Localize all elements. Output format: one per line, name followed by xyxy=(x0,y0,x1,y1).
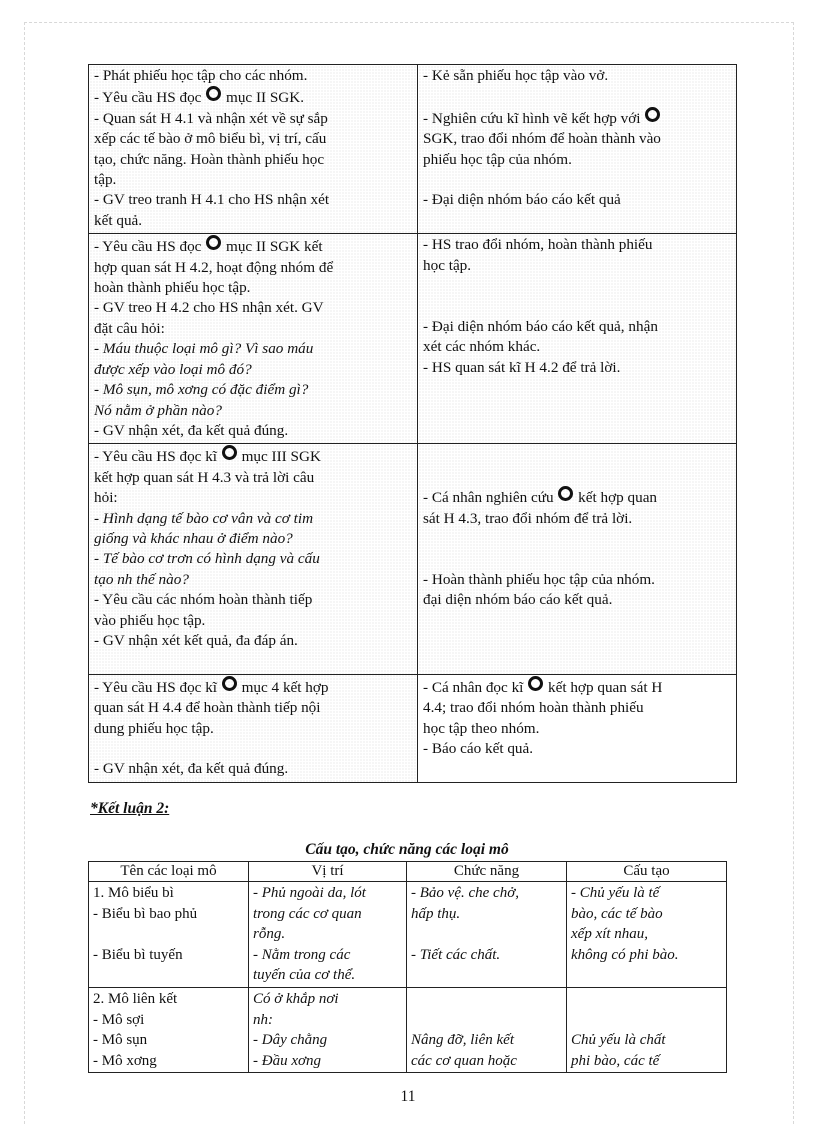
text-line: - Nằm trong các xyxy=(253,946,351,963)
text-line: - Cá nhân nghiên cứu kết hợp quan xyxy=(423,486,731,508)
text-line: - Yêu cầu các nhóm hoàn thành tiếp xyxy=(94,591,313,609)
table-title: Cấu tạo, chức năng các loại mô xyxy=(305,841,509,858)
tissue-row xyxy=(89,987,727,1072)
text-line: nh: xyxy=(253,1011,273,1028)
header-function: Chức năng xyxy=(407,862,567,882)
teacher-activity-cell xyxy=(89,234,418,444)
text-line: - Yêu cầu HS đọc kĩ mục III SGK xyxy=(94,445,412,467)
text-line: 2. Mô liên kết xyxy=(93,990,178,1007)
text-line: - Máu thuộc loại mô gì? Vì sao máu xyxy=(94,340,314,358)
text-line: - Mô sụn, mô xơng có đặc điểm gì? xyxy=(94,381,309,399)
text-line xyxy=(571,989,722,1010)
tissue-table-header xyxy=(89,862,727,882)
activity-row xyxy=(89,444,737,674)
text-line: - Dây chằng xyxy=(253,1032,328,1049)
text-line: bào, các tế bào xyxy=(571,905,663,922)
text-line: Có ở khắp nơi xyxy=(253,990,339,1007)
text-line: học tập. xyxy=(423,256,472,274)
reading-circle-icon xyxy=(206,86,221,101)
tissue-position-cell xyxy=(249,987,407,1072)
tissue-table xyxy=(88,861,727,1073)
text-line: vào phiếu học tập. xyxy=(94,611,206,629)
text-line: - Quan sát H 4.1 và nhận xét về sự sắp xyxy=(94,109,328,127)
text-line: phiếu học tập của nhóm. xyxy=(423,150,572,168)
activity-table xyxy=(88,64,737,783)
activity-row xyxy=(89,65,737,234)
teacher-activity-cell xyxy=(89,65,418,234)
reading-circle-icon xyxy=(528,676,543,691)
text-line: kết hợp quan sát H 4.3 và trả lời câu xyxy=(94,468,315,486)
text-line: quan sát H 4.4 để hoàn thành tiếp nội xyxy=(94,699,321,717)
text-line xyxy=(411,989,562,1010)
text-line: tập. xyxy=(94,171,117,189)
text-line: - Nghiên cứu kĩ hình vẽ kết hợp với xyxy=(423,107,731,129)
text-line: tạo nh thế nào? xyxy=(94,570,189,588)
text-line: xếp các tế bào ở mô biểu bì, vị trí, cấu xyxy=(94,130,327,148)
tissue-function-cell xyxy=(407,987,567,1072)
text-line: - Biểu bì bao phủ xyxy=(93,905,198,922)
text-line xyxy=(93,924,244,945)
text-line: - Yêu cầu HS đọc mục II SGK kết xyxy=(94,235,412,257)
student-activity-cell xyxy=(418,444,737,674)
tissue-row xyxy=(89,882,727,988)
text-line: - Tế bào cơ trơn có hình dạng và cấu xyxy=(94,550,320,568)
text-line: hợp quan sát H 4.2, hoạt động nhóm để xyxy=(94,258,334,276)
text-line: đại diện nhóm báo cáo kết quả. xyxy=(423,591,613,609)
text-line: 1. Mô biểu bì xyxy=(93,885,174,901)
text-line: sát H 4.3, trao đổi nhóm để trả lời. xyxy=(423,509,633,527)
text-line: kết quả. xyxy=(94,211,143,229)
text-line: SGK, trao đổi nhóm để hoàn thành vào xyxy=(423,130,661,148)
text-line: được xếp vào loại mô đó? xyxy=(94,360,252,378)
text-line: - Báo cáo kết quả. xyxy=(423,739,534,757)
text-line: - Hình dạng tế bào cơ vân và cơ tim xyxy=(94,509,314,527)
text-line: học tập theo nhóm. xyxy=(423,719,540,737)
tissue-structure-cell xyxy=(567,987,727,1072)
text-line: Nó nằm ở phần nào? xyxy=(94,401,222,419)
teacher-activity-cell xyxy=(89,444,418,674)
text-line: - Mô xơng xyxy=(93,1052,157,1069)
text-line: trong các cơ quan xyxy=(253,905,362,922)
text-line: Chủ yếu là chất xyxy=(571,1032,666,1049)
text-line: tuyến của cơ thể. xyxy=(253,967,356,984)
text-line: - Cá nhân đọc kĩ kết hợp quan sát H xyxy=(423,676,731,698)
text-line: giống và khác nhau ở điểm nào? xyxy=(94,529,293,547)
tissue-name-cell xyxy=(89,882,249,988)
text-line: - Phát phiếu học tập cho các nhóm. xyxy=(94,67,308,84)
text-line: - Mô sụn xyxy=(93,1032,148,1049)
tissue-name-cell xyxy=(89,987,249,1072)
text-line: - Hoàn thành phiếu học tập của nhóm. xyxy=(423,570,655,588)
text-line: - HS quan sát kĩ H 4.2 để trả lời. xyxy=(423,358,621,376)
header-name: Tên các loại mô xyxy=(89,862,249,882)
text-line: - GV nhận xét, đa kết quả đúng. xyxy=(94,760,289,778)
student-activity-cell xyxy=(418,65,737,234)
reading-circle-icon xyxy=(222,676,237,691)
text-line xyxy=(411,1010,562,1031)
text-line: xét các nhóm khác. xyxy=(423,338,541,356)
text-line: hoàn thành phiếu học tập. xyxy=(94,279,251,297)
text-line xyxy=(411,924,562,945)
teacher-activity-cell xyxy=(89,674,418,782)
text-line: - Yêu cầu HS đọc mục II SGK. xyxy=(94,86,412,108)
header-position: Vị trí xyxy=(249,862,407,882)
tissue-position-cell xyxy=(249,882,407,988)
reading-circle-icon xyxy=(222,445,237,460)
text-line: hỏi: xyxy=(94,489,118,507)
text-line: - Tiết các chất. xyxy=(411,946,501,963)
text-line: - GV nhận xét kết quả, đa đáp án. xyxy=(94,631,298,649)
reading-circle-icon xyxy=(558,486,573,501)
text-line: - GV nhận xét, đa kết quả đúng. xyxy=(94,421,289,439)
text-line: dung phiếu học tập. xyxy=(94,719,214,737)
text-line xyxy=(571,1010,722,1031)
text-line: - Kẻ sẵn phiếu học tập vào vở. xyxy=(423,67,609,84)
text-line: các cơ quan hoặc xyxy=(411,1052,517,1069)
student-activity-cell xyxy=(418,674,737,782)
text-line: - HS trao đổi nhóm, hoàn thành phiếu xyxy=(423,236,653,254)
text-line: - Đầu xơng xyxy=(253,1052,321,1069)
tissue-structure-cell xyxy=(567,882,727,988)
conclusion-heading: *Kết luận 2: xyxy=(90,800,170,817)
reading-circle-icon xyxy=(645,107,660,122)
text-line: - Mô sợi xyxy=(93,1011,145,1028)
text-line: - GV treo H 4.2 cho HS nhận xét. GV xyxy=(94,299,324,317)
reading-circle-icon xyxy=(206,235,221,250)
tissue-function-cell xyxy=(407,882,567,988)
text-line: Nâng đỡ, liên kết xyxy=(411,1032,514,1049)
page-number: 11 xyxy=(400,1088,416,1105)
text-line: - Biểu bì tuyến xyxy=(93,946,183,963)
text-line: - Đại diện nhóm báo cáo kết quả, nhận xyxy=(423,317,658,335)
text-line: xếp xít nhau, xyxy=(571,926,649,943)
text-line: không có phi bào. xyxy=(571,946,679,963)
text-line: - Bảo vệ. che chở, xyxy=(411,885,519,901)
text-line: - Yêu cầu HS đọc kĩ mục 4 kết hợp xyxy=(94,676,412,698)
text-line: - Phủ ngoài da, lót xyxy=(253,885,366,901)
text-line: hấp thụ. xyxy=(411,905,461,922)
text-line: phi bào, các tế xyxy=(571,1052,660,1069)
text-line: đặt câu hỏi: xyxy=(94,319,165,337)
text-line: - Chủ yếu là tế xyxy=(571,885,660,901)
text-line: 4.4; trao đổi nhóm hoàn thành phiếu xyxy=(423,699,644,717)
text-line: - GV treo tranh H 4.1 cho HS nhận xét xyxy=(94,191,330,209)
activity-row xyxy=(89,234,737,444)
text-line: tạo, chức năng. Hoàn thành phiếu học xyxy=(94,150,325,168)
text-line: - Đại diện nhóm báo cáo kết quả xyxy=(423,191,621,209)
activity-row xyxy=(89,674,737,782)
text-line: rỗng. xyxy=(253,926,286,943)
header-structure: Cấu tạo xyxy=(567,862,727,882)
student-activity-cell xyxy=(418,234,737,444)
